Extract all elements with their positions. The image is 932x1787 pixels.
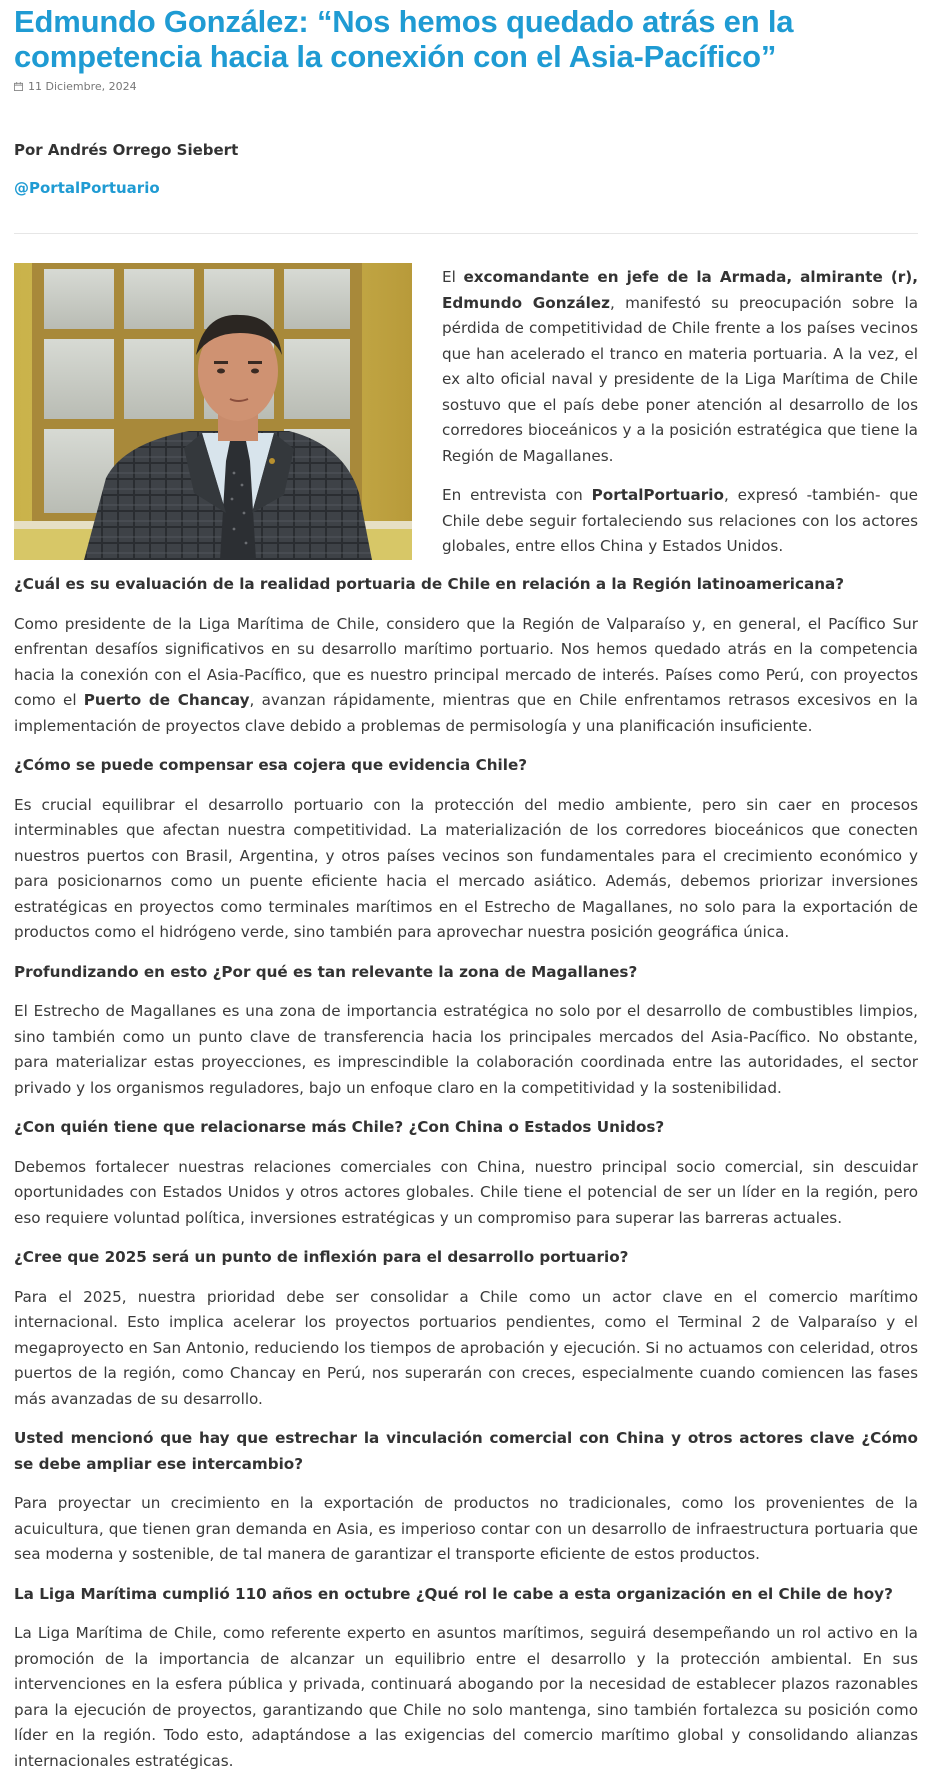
intro-text (442, 263, 918, 560)
answer-3: El Estrecho de Magallanes es una zona de importancia estratégica no solo por el desarrollo de combustibles limpios, sino también como un punto clave de transferencia hacia los principales mercados del Asia-Pacífico. No obstante, para materializar estas proyecciones, es imprescindible la colaboración coordinada entre las autoridades, el sector privado y los organismos reguladores, bajo un enfoque claro en la competitividad y la sostenibilidad. (14, 1002, 918, 1097)
author-byline: Por Andrés Orrego Siebert (14, 141, 239, 159)
answer-6: Para proyectar un crecimiento en la exportación de productos no tradicionales, como los provenientes de la acuicultura, que tienen gran demanda en Asia, es imperioso contar con un desarrollo de infraestructura portuaria que sea moderna y sostenible, de tal manera de garantizar el transporte eficiente de estos productos. (14, 1494, 918, 1563)
article-title: Edmundo González: “Nos hemos quedado atrás en la competencia hacia la conexión con el Asia-Pacífico” (14, 4, 794, 74)
date-text: 11 Diciembre, 2024 (28, 80, 137, 93)
answer-2: Es crucial equilibrar el desarrollo portuario con la protección del medio ambiente, pero sin caer en procesos interminables que afectan nuestra competitividad. La materialización de los corredores bioceánicos que conecten nuestros puertos con Brasil, Argentina, y otros países vecinos son fundamentales para el crecimiento económico y para posicionarnos como un puente eficiente hacia el mercado asiático. Además, debemos priorizar inversiones estratégicas en proyectos como terminales marítimos en el Estrecho de Magallanes, no solo para la exportación de productos como el hidrógeno verde, sino también para aprovechar nuestra posición geográfica única. (14, 795, 918, 941)
interview-body (14, 572, 918, 1774)
question-6: Usted mencionó que hay que estrechar la vinculación comercial con China y otros actores clave ¿Cómo se debe ampliar ese intercambio? (14, 1429, 918, 1473)
portrait-photo (14, 263, 412, 560)
post-date (14, 80, 918, 93)
question-7: La Liga Marítima cumplió 110 años en octubre ¿Qué rol le cabe a esta organización en el Chile de hoy? (14, 1584, 893, 1603)
twitter-handle-link[interactable]: @PortalPortuario (14, 179, 160, 197)
question-1: ¿Cuál es su evaluación de la realidad portuaria de Chile en relación a la Región latinoamericana? (14, 575, 845, 593)
question-4: ¿Con quién tiene que relacionarse más Chile? ¿Con China o Estados Unidos? (14, 1118, 665, 1136)
divider (14, 233, 918, 234)
answer-7: La Liga Marítima de Chile, como referente experto en asuntos marítimos, seguirá desempeñando un rol activo en la promoción de la importancia de alcanzar un equilibrio entre el desarrollo y la protección ambiental. En sus intervenciones en la esfera pública y privada, continuará abogando por la necesidad de establecer plazos razonables para la ejecución de proyectos, garantizando que Chile no solo mantenga, sino también fortalezca su posición como líder en la región. Todo esto, adaptándose a las exigencias del comercio marítimo global y consolidando alianzas internacionales estratégicas. (14, 1624, 918, 1770)
portrait-illustration (14, 263, 412, 560)
article (14, 0, 918, 1774)
answer-4: Debemos fortalecer nuestras relaciones comerciales con China, nuestro principal socio comercial, sin descuidar oportunidades con Estados Unidos y otros actores globales. Chile tiene el potencial de ser un líder en la región, pero eso requiere voluntad política, inversiones estratégicas y un compromiso para superar las barreras actuales. (14, 1157, 918, 1227)
intro-section (14, 263, 918, 560)
question-5: ¿Cree que 2025 será un punto de inflexión para el desarrollo portuario? (14, 1248, 629, 1266)
question-2: ¿Cómo se puede compensar esa cojera que evidencia Chile? (14, 756, 528, 774)
calendar-icon (14, 82, 23, 91)
intro-paragraph-1: El excomandante en jefe de la Armada, almirante (r), Edmundo González, manifestó su preocupación sobre la pérdida de competitividad de Chile frente a los países vecinos que han acelerado el tranco en materia portuaria. A la vez, el ex alto oficial naval y presidente de la Liga Marítima de Chile sostuvo que el país debe poner atención al desarrollo de los corredores bioceánicos y a la posición estratégica que tiene la Región de Magallanes. (442, 268, 919, 465)
answer-1: Como presidente de la Liga Marítima de Chile, considero que la Región de Valparaíso y, en general, el Pacífico Sur enfrentan desafíos significativos en su desarrollo marítimo portuario. Nos hemos quedado atrás en la competencia hacia la conexión con el Asia-Pacífico, que es nuestro principal mercado de interés. Países como Perú, con proyectos como el Puerto de Chancay, avanzan rápidamente, mientras que en Chile enfrentamos retrasos excesivos en la implementación de proyectos clave debido a problemas de permisología y una planificación insuficiente. (14, 614, 919, 735)
answer-5: Para el 2025, nuestra prioridad debe ser consolidar a Chile como un actor clave en el comercio marítimo internacional. Esto implica acelerar los proyectos portuarios pendientes, como el Terminal 2 de Valparaíso y el megaproyecto en San Antonio, reduciendo los tiempos de aprobación y ejecución. Si no actuamos con celeridad, otros puertos de la región, como Chancay en Perú, nos superarán con creces, especialmente cuando comiencen las fases más avanzadas de su desarrollo. (14, 1287, 918, 1408)
intro-paragraph-2: En entrevista con PortalPortuario, expresó -también- que Chile debe seguir fortaleciendo sus relaciones con los actores globales, entre ellos China y Estados Unidos. (442, 486, 918, 555)
question-3: Profundizando en esto ¿Por qué es tan relevante la zona de Magallanes? (14, 962, 638, 981)
